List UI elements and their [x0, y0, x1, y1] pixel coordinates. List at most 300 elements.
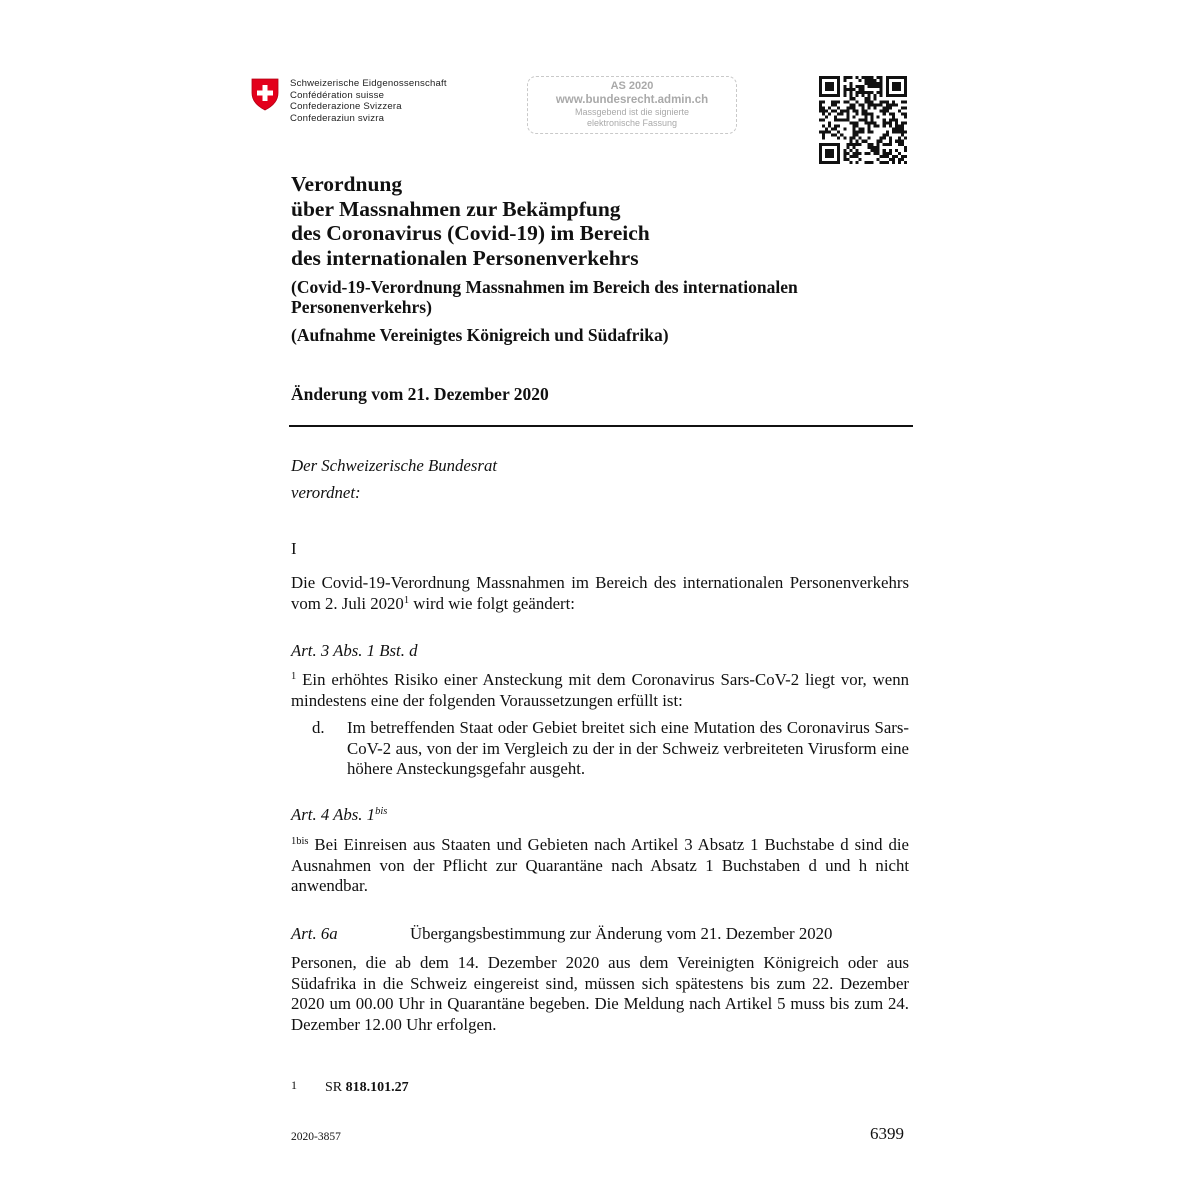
qr-module: [904, 100, 907, 103]
article-3-paragraph-text: Ein erhöhtes Risiko einer Ansteckung mit dem Coronavirus Sars-CoV-2 liegt vor, wenn mindestens eine der folgenden Voraussetzungen erfüllt ist:: [291, 670, 909, 710]
qr-module: [898, 128, 901, 131]
qr-module: [895, 88, 898, 91]
qr-module: [852, 152, 855, 155]
qr-module: [904, 85, 907, 88]
article-4-paragraph: [291, 835, 909, 897]
qr-module: [889, 140, 892, 143]
qr-module: [837, 137, 840, 140]
qr-module: [886, 106, 889, 109]
qr-module: [895, 131, 898, 134]
qr-module: [871, 76, 874, 79]
qr-module: [904, 155, 907, 158]
qr-module: [831, 85, 834, 88]
qr-module: [843, 88, 846, 91]
qr-module: [828, 161, 831, 164]
qr-module: [822, 134, 825, 137]
qr-module: [861, 106, 864, 109]
qr-module: [889, 76, 892, 79]
qr-module: [877, 85, 880, 88]
qr-module: [831, 94, 834, 97]
qr-module: [868, 100, 871, 103]
qr-module: [843, 149, 846, 152]
federation-name-rm: Confederaziun svizra: [290, 113, 385, 125]
qr-module: [825, 149, 828, 152]
qr-module: [904, 79, 907, 82]
title-line: des internationalen Personenverkehrs: [291, 245, 639, 270]
qr-module: [834, 115, 837, 118]
as-stamp-url: www.bundesrecht.admin.ch: [555, 94, 709, 106]
qr-module: [871, 100, 874, 103]
qr-module: [892, 131, 895, 134]
qr-module: [883, 137, 886, 140]
qr-module: [855, 122, 858, 125]
qr-module: [880, 109, 883, 112]
qr-module: [901, 125, 904, 128]
qr-module: [901, 131, 904, 134]
qr-module: [861, 91, 864, 94]
qr-module: [825, 115, 828, 118]
qr-module: [868, 152, 871, 155]
qr-module: [819, 152, 822, 155]
qr-module: [868, 97, 871, 100]
qr-module: [843, 137, 846, 140]
qr-module: [898, 137, 901, 140]
qr-module: [822, 137, 825, 140]
qr-module: [825, 152, 828, 155]
qr-module: [877, 140, 880, 143]
qr-module: [877, 143, 880, 146]
qr-module: [831, 155, 834, 158]
qr-module: [819, 143, 822, 146]
qr-module: [880, 161, 883, 164]
article-6a-label: Art. 6a: [291, 924, 338, 943]
qr-module: [886, 131, 889, 134]
qr-module: [828, 94, 831, 97]
qr-module: [898, 85, 901, 88]
qr-module: [895, 128, 898, 131]
section-number: I: [291, 539, 297, 558]
qr-module: [880, 94, 883, 97]
qr-module: [877, 149, 880, 152]
qr-module: [865, 118, 868, 121]
article-6a-heading: [291, 924, 909, 945]
qr-module: [837, 76, 840, 79]
qr-module: [855, 100, 858, 103]
qr-module: [865, 115, 868, 118]
qr-module: [886, 82, 889, 85]
qr-module: [837, 161, 840, 164]
qr-module: [855, 149, 858, 152]
qr-module: [837, 94, 840, 97]
qr-module: [886, 134, 889, 137]
qr-module: [904, 76, 907, 79]
qr-module: [831, 88, 834, 91]
qr-module: [846, 109, 849, 112]
qr-module: [880, 85, 883, 88]
article-3-paragraph: [291, 670, 909, 711]
qr-module: [901, 122, 904, 125]
title-line: Verordnung: [291, 172, 403, 196]
qr-module: [865, 82, 868, 85]
qr-module: [852, 97, 855, 100]
qr-module: [892, 161, 895, 164]
article-4-heading: [291, 805, 909, 826]
article-6a-title: Übergangsbestimmung zur Änderung vom 21. Dezember 2020: [410, 924, 833, 943]
qr-module: [843, 152, 846, 155]
qr-module: [852, 131, 855, 134]
qr-module: [849, 140, 852, 143]
qr-module: [871, 143, 874, 146]
qr-module: [904, 149, 907, 152]
qr-module: [886, 122, 889, 125]
qr-module: [898, 109, 901, 112]
qr-module: [852, 137, 855, 140]
qr-module: [868, 131, 871, 134]
qr-module: [892, 155, 895, 158]
qr-module: [822, 131, 825, 134]
qr-module: [822, 125, 825, 128]
qr-module: [819, 158, 822, 161]
qr-module: [858, 158, 861, 161]
qr-module: [886, 88, 889, 91]
qr-module: [858, 91, 861, 94]
qr-module: [865, 112, 868, 115]
qr-module: [877, 76, 880, 79]
article-4-heading-text: Art. 4 Abs. 1: [291, 805, 376, 824]
qr-module: [904, 91, 907, 94]
qr-module: [834, 103, 837, 106]
qr-module: [843, 91, 846, 94]
qr-module: [871, 103, 874, 106]
qr-module: [861, 118, 864, 121]
qr-module: [828, 88, 831, 91]
qr-module: [889, 125, 892, 128]
qr-module: [868, 103, 871, 106]
qr-module: [837, 88, 840, 91]
federation-name-fr: Confédération suisse: [290, 89, 385, 101]
federation-names: [290, 78, 447, 125]
article-4-paragraph-text: Bei Einreisen aus Staaten und Gebieten nach Artikel 3 Absatz 1 Buchstabe d sind die Ausnahmen von der Pflicht zur Quarantäne nach Absatz 1 Buchstaben d und h nicht anwendbar.: [291, 835, 909, 895]
qr-module: [837, 82, 840, 85]
qr-module: [843, 128, 846, 131]
qr-module: [898, 140, 901, 143]
qr-module: [886, 109, 889, 112]
qr-module: [834, 118, 837, 121]
qr-module: [858, 79, 861, 82]
qr-module: [874, 106, 877, 109]
qr-module: [868, 112, 871, 115]
qr-module: [895, 103, 898, 106]
qr-module: [834, 109, 837, 112]
qr-module: [895, 94, 898, 97]
qr-module: [895, 122, 898, 125]
qr-module: [865, 91, 868, 94]
qr-module: [883, 152, 886, 155]
qr-module: [828, 125, 831, 128]
qr-module: [843, 118, 846, 121]
qr-module: [855, 125, 858, 128]
qr-module: [849, 97, 852, 100]
qr-module: [901, 112, 904, 115]
document-id: 2020-3857: [291, 1131, 341, 1143]
qr-module: [886, 103, 889, 106]
qr-module: [883, 149, 886, 152]
qr-module: [837, 158, 840, 161]
qr-module: [828, 106, 831, 109]
section-intro: [291, 573, 909, 614]
qr-module: [843, 76, 846, 79]
qr-module: [871, 118, 874, 121]
scope-note: (Aufnahme Vereinigtes Königreich und Südafrika): [291, 325, 669, 345]
qr-module: [901, 140, 904, 143]
page-number: 6399: [870, 1124, 904, 1143]
qr-module: [840, 134, 843, 137]
qr-module: [837, 106, 840, 109]
qr-module: [831, 100, 834, 103]
short-title: (Covid-19-Verordnung Massnahmen im Bereich des internationalen Personenverkehrs): [291, 277, 798, 317]
qr-module: [858, 137, 861, 140]
article-4-heading-sup: bis: [375, 806, 388, 817]
qr-module: [855, 131, 858, 134]
qr-module: [868, 137, 871, 140]
qr-module: [871, 131, 874, 134]
qr-module: [892, 128, 895, 131]
qr-module: [868, 85, 871, 88]
qr-module: [822, 118, 825, 121]
qr-module: [880, 88, 883, 91]
qr-module: [852, 134, 855, 137]
qr-module: [819, 88, 822, 91]
qr-module: [886, 85, 889, 88]
qr-module: [852, 103, 855, 106]
qr-module: [898, 88, 901, 91]
qr-module: [874, 94, 877, 97]
qr-module: [825, 109, 828, 112]
qr-module: [828, 85, 831, 88]
qr-module: [889, 112, 892, 115]
qr-module: [819, 94, 822, 97]
qr-module: [819, 106, 822, 109]
qr-module: [895, 155, 898, 158]
qr-module: [889, 118, 892, 121]
qr-module: [819, 85, 822, 88]
qr-module: [843, 85, 846, 88]
qr-module: [886, 155, 889, 158]
qr-module: [855, 155, 858, 158]
qr-module: [904, 106, 907, 109]
qr-module: [825, 131, 828, 134]
qr-module: [874, 122, 877, 125]
qr-module: [846, 100, 849, 103]
qr-module: [840, 109, 843, 112]
qr-module: [858, 118, 861, 121]
qr-module: [880, 140, 883, 143]
qr-module: [855, 85, 858, 88]
title-line: des Coronavirus (Covid-19) im Bereich: [291, 221, 650, 245]
qr-module: [846, 146, 849, 149]
section-intro-text: Die Covid-19-Verordnung Massnahmen im Bereich des internationalen Personenverkehrs vom 2. Juli 2020: [291, 573, 909, 613]
qr-module: [822, 76, 825, 79]
qr-module: [874, 85, 877, 88]
qr-module: [889, 106, 892, 109]
qr-module: [883, 118, 886, 121]
qr-module: [871, 115, 874, 118]
qr-module: [852, 122, 855, 125]
qr-module: [861, 94, 864, 97]
qr-module: [858, 103, 861, 106]
qr-module: [825, 85, 828, 88]
qr-module: [852, 109, 855, 112]
qr-module: [828, 122, 831, 125]
footnote-number: 1: [291, 1078, 297, 1092]
qr-module: [828, 143, 831, 146]
qr-module: [822, 143, 825, 146]
qr-module: [837, 85, 840, 88]
qr-module: [877, 82, 880, 85]
qr-module: [883, 143, 886, 146]
qr-module: [865, 109, 868, 112]
qr-module: [901, 76, 904, 79]
qr-module: [880, 137, 883, 140]
qr-module: [901, 143, 904, 146]
qr-module: [886, 91, 889, 94]
qr-module: [874, 152, 877, 155]
qr-module: [871, 161, 874, 164]
qr-module: [819, 76, 822, 79]
qr-module: [889, 152, 892, 155]
amendment-date: Änderung vom 21. Dezember 2020: [291, 384, 549, 404]
qr-module: [834, 143, 837, 146]
qr-module: [831, 161, 834, 164]
title-divider: [289, 425, 913, 427]
qr-module: [883, 155, 886, 158]
qr-module: [843, 158, 846, 161]
federation-name-de: Schweizerische Eidgenossenschaft: [290, 78, 447, 89]
qr-module: [880, 79, 883, 82]
qr-module: [874, 79, 877, 82]
qr-module: [892, 103, 895, 106]
qr-module: [837, 100, 840, 103]
qr-module: [904, 94, 907, 97]
qr-module: [883, 161, 886, 164]
qr-module: [883, 125, 886, 128]
qr-module: [889, 137, 892, 140]
qr-module: [898, 161, 901, 164]
qr-module: [849, 103, 852, 106]
preamble-authority: Der Schweizerische Bundesrat: [291, 456, 497, 475]
qr-module: [889, 94, 892, 97]
federation-name-it: Confederazione Svizzera: [290, 101, 402, 113]
qr-code-icon: [819, 76, 907, 164]
qr-module: [901, 155, 904, 158]
qr-module: [828, 76, 831, 79]
qr-module: [858, 88, 861, 91]
qr-module: [831, 149, 834, 152]
qr-module: [825, 128, 828, 131]
qr-module: [849, 88, 852, 91]
qr-module: [825, 94, 828, 97]
qr-module: [898, 125, 901, 128]
qr-module: [901, 106, 904, 109]
qr-module: [831, 143, 834, 146]
qr-module: [865, 152, 868, 155]
qr-module: [849, 122, 852, 125]
qr-module: [825, 76, 828, 79]
qr-module: [831, 109, 834, 112]
list-item-text: Im betreffenden Staat oder Gebiet breitet sich eine Mutation des Coronavirus Sars-CoV-2 aus, von der im Vergleich zu der in der Schweiz verbreiteten Virusform eine höhere Ansteckungsgefahr ausgeht.: [347, 718, 909, 778]
qr-module: [898, 131, 901, 134]
qr-module: [886, 79, 889, 82]
qr-module: [837, 125, 840, 128]
qr-module: [898, 76, 901, 79]
qr-module: [889, 143, 892, 146]
footnote-text: [325, 1080, 409, 1096]
qr-module: [871, 91, 874, 94]
qr-module: [831, 82, 834, 85]
qr-module: [895, 82, 898, 85]
qr-module: [819, 100, 822, 103]
qr-module: [861, 109, 864, 112]
qr-module: [822, 109, 825, 112]
qr-module: [892, 82, 895, 85]
qr-module: [889, 149, 892, 152]
qr-module: [840, 112, 843, 115]
qr-module: [883, 100, 886, 103]
qr-module: [822, 112, 825, 115]
qr-module: [877, 115, 880, 118]
qr-module: [846, 152, 849, 155]
qr-module: [834, 128, 837, 131]
qr-module: [858, 143, 861, 146]
qr-module: [828, 149, 831, 152]
qr-module: [874, 82, 877, 85]
as-stamp-note-line2: elektronische Fassung: [586, 118, 678, 128]
qr-module: [837, 146, 840, 149]
qr-module: [886, 161, 889, 164]
qr-module: [819, 79, 822, 82]
qr-module: [868, 79, 871, 82]
qr-module: [883, 134, 886, 137]
qr-module: [871, 112, 874, 115]
qr-module: [819, 155, 822, 158]
qr-module: [892, 88, 895, 91]
qr-module: [855, 94, 858, 97]
qr-module: [871, 82, 874, 85]
qr-module: [819, 103, 822, 106]
qr-module: [868, 143, 871, 146]
qr-module: [892, 94, 895, 97]
qr-module: [828, 131, 831, 134]
qr-module: [855, 140, 858, 143]
qr-module: [834, 76, 837, 79]
paragraph-number: 1: [291, 671, 297, 682]
qr-module: [855, 161, 858, 164]
qr-module: [865, 76, 868, 79]
qr-module: [819, 149, 822, 152]
qr-module: [843, 79, 846, 82]
qr-module: [852, 143, 855, 146]
qr-module: [822, 161, 825, 164]
qr-module: [874, 97, 877, 100]
qr-module: [858, 85, 861, 88]
qr-module: [904, 88, 907, 91]
qr-module: [855, 109, 858, 112]
qr-module: [874, 146, 877, 149]
qr-module: [861, 76, 864, 79]
title-line: über Massnahmen zur Bekämpfung: [291, 196, 621, 221]
qr-module: [831, 103, 834, 106]
qr-module: [892, 100, 895, 103]
